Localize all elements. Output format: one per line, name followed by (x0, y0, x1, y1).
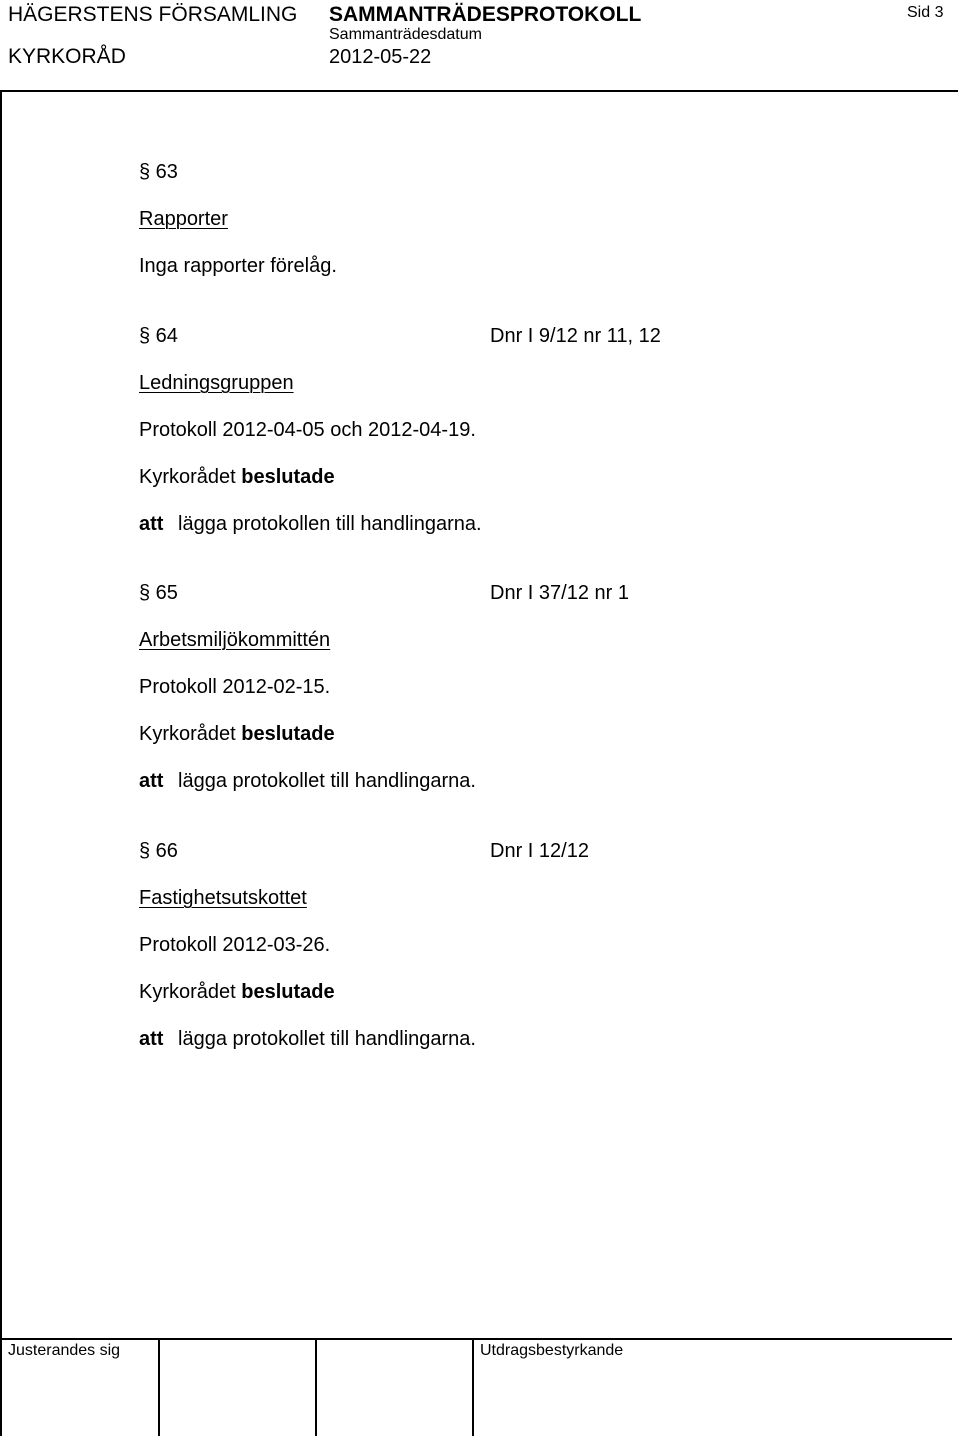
decision-text: lägga protokollet till handlingarna. (178, 1028, 476, 1050)
section-heading: Arbetsmiljökommittén (139, 629, 331, 651)
decision-lead: Kyrkorådet (139, 466, 236, 488)
section-body: Protokoll 2012-02-15. (139, 676, 331, 698)
section-body: Protokoll 2012-03-26. (139, 934, 331, 956)
section-number: § 63 (139, 161, 178, 183)
date-label: Sammanträdesdatum (329, 26, 482, 43)
meeting-date: 2012-05-22 (329, 46, 432, 68)
decision-line (139, 722, 335, 746)
committee-name: KYRKORÅD (8, 45, 126, 68)
section-body: Inga rapporter förelåg. (139, 255, 337, 277)
section-heading: Rapporter (139, 208, 228, 230)
decision-line (139, 980, 335, 1004)
decision-verb: beslutade (241, 981, 335, 1003)
section-dnr: Dnr I 12/12 (490, 840, 589, 862)
signature-box-divider (158, 1338, 160, 1436)
signature-box-divider (315, 1338, 317, 1436)
page-number: Sid 3 (907, 4, 944, 21)
footer-rule (0, 1338, 952, 1340)
organization-name: HÄGERSTENS FÖRSAMLING (8, 3, 298, 26)
decision-lead: Kyrkorådet (139, 981, 236, 1003)
att-keyword: att (139, 513, 164, 535)
adjuster-signature-label: Justerandes sig (8, 1342, 121, 1359)
section-heading: Fastighetsutskottet (139, 887, 307, 909)
decision-clause (139, 1027, 476, 1051)
section-body: Protokoll 2012-04-05 och 2012-04-19. (139, 419, 476, 441)
decision-text: lägga protokollen till handlingarna. (178, 513, 482, 535)
signature-box-divider (472, 1338, 474, 1436)
att-keyword: att (139, 1028, 164, 1050)
decision-verb: beslutade (241, 466, 335, 488)
section-heading: Ledningsgruppen (139, 372, 294, 394)
section-dnr: Dnr I 37/12 nr 1 (490, 582, 629, 604)
att-keyword: att (139, 770, 164, 792)
section-number: § 65 (139, 582, 178, 604)
decision-lead: Kyrkorådet (139, 723, 236, 745)
extract-certification-label: Utdragsbestyrkande (480, 1342, 624, 1359)
left-frame-line (0, 90, 2, 1436)
decision-verb: beslutade (241, 723, 335, 745)
section-number: § 66 (139, 840, 178, 862)
decision-clause (139, 512, 482, 536)
header-rule (0, 90, 958, 92)
section-number: § 64 (139, 325, 178, 347)
decision-line (139, 465, 335, 489)
section-dnr: Dnr I 9/12 nr 11, 12 (490, 325, 661, 347)
document-title: SAMMANTRÄDESPROTOKOLL (329, 3, 642, 26)
decision-clause (139, 769, 476, 793)
decision-text: lägga protokollet till handlingarna. (178, 770, 476, 792)
